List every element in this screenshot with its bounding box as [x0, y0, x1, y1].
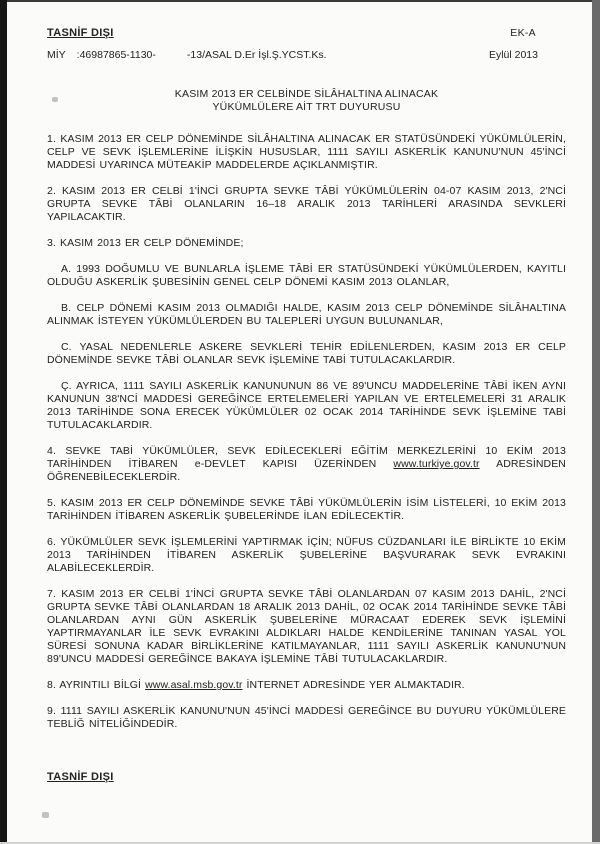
paragraph-8: [47, 679, 566, 692]
reference-prefix: MİY: [47, 49, 66, 61]
document-date: Eylül 2013: [488, 49, 538, 61]
document-title: [47, 88, 566, 114]
scan-edge-top: [0, 0, 600, 2]
paragraph-4-text-after: ADRESİNDEN ÖĞRENEBİLECEKLERDİR.: [47, 458, 566, 483]
paragraph-2: 2. KASIM 2013 ER CELBİ 1'İNCİ GRUPTA SEVKE TÂBİ YÜKÜMLÜLERİN 04-07 KASIM 2013, 2'NCİ GRUPTA SEVKE TÂBİ OLANLARIN 16–18 ARALIK 2013 TARİHLERİ ARASINDA SEVKLERİ YAPILACAKTIR.: [47, 185, 566, 223]
paragraph-9: 9. 1111 SAYILI ASKERLİK KANUNU'NUN 45'İNCİ MADDESİ GEREĞİNCE BU DUYURU YÜKÜMLÜLERE TEBLİĞ NİTELİĞİNDEDİR.: [47, 705, 566, 730]
scan-speck: [42, 812, 49, 818]
paragraph-4-text: 4. SEVKE TABİ YÜKÜMLÜLER, SEVK EDİLECEKLERİ EĞİTİM MERKEZLERİNİ 10 EKİM 2013 TARİHİNDEN İTİBAREN e-DEVLET KAPISI ÜZERİNDEN: [47, 445, 566, 470]
paragraph-3a: A. 1993 DOĞUMLU VE BUNLARLA İŞLEME TÂBİ ER STATÜSÜNDEKİ YÜKÜMLÜLERDEN, KAYITLI OLDUĞU ASKERLİK ŞUBESİNİN GENEL CELP DÖNEMİ KASIM 2013 OLANLAR,: [47, 263, 566, 288]
paragraph-3c: C. YASAL NEDENLERLE ASKERE SEVKLERİ TEHİR EDİLENLERDEN, KASIM 2013 ER CELP DÖNEMİNDE SEVKE TÂBİ OLANLAR SEVK İŞLEMİNE TABİ TUTULACAKLARDIR.: [47, 341, 566, 366]
paragraph-4: [47, 445, 566, 484]
scan-edge-right: [592, 0, 600, 844]
paragraph-8-text-after: İNTERNET ADRESİNDE YER ALMAKTADIR.: [242, 679, 465, 691]
asal-msb-url: www.asal.msb.gov.tr: [145, 679, 243, 691]
paragraph-3: 3. KASIM 2013 ER CELP DÖNEMİNDE;: [47, 237, 244, 249]
reference-suffix: -13/ASAL D.Er İşl.Ş.YCST.Ks.: [186, 49, 327, 61]
classification-marking-bottom: TASNİF DIŞI: [47, 771, 114, 783]
turkiye-gov-url: www.turkiye.gov.tr: [393, 458, 480, 470]
reference-row: [47, 49, 566, 62]
annex-label: EK-A: [510, 27, 536, 39]
classification-marking-top: TASNİF DIŞI: [47, 27, 114, 39]
reference-number: :46987865-1130-: [76, 49, 156, 61]
paragraph-7: 7. KASIM 2013 ER CELBİ 1'İNCİ GRUPTA SEVKE TÂBİ OLANLARDAN 07 KASIM 2013 DAHİL, 2'NCİ GRUPTA SEVKE TÂBİ OLANLARDAN 18 ARALIK 2013 DAHİL, 02 OCAK 2014 TARİHİNDE SEVKE TÂBİ OLANLARDAN AYNI GÜN ASKERLİK ŞUBELERİNE MÜRACAAT EDEREK SEVK İŞLEMİNİ YAPTIRMAYANLAR İLE SEVK EVRAKINI ALDIKLARI HALDE KENDİLERİNE TANINAN YASAL YOL SÜRESİ SONUNA KADAR BİRLİKLERİNE KATILMAYANLAR, 1111 SAYILI ASKERLİK KANUNU'NUN 89'UNCU MADDESİ GEREĞİNCE BAKAYA İŞLEMİNE TÂBİ TUTULACAKLARDIR.: [47, 588, 566, 665]
paragraph-1: 1. KASIM 2013 ER CELP DÖNEMİNDE SİLÂHALTINA ALINACAK ER STATÜSÜNDEKİ YÜKÜMLÜLERİN, CELP VE SEVK İŞLEMLERİNE İLİŞKİN HUSUSLAR, 1111 SAYILI ASKERLİK KANUNU'NUN 45'İNCİ MADDESİ UYARINCA MÜTEAKİP MADDELERDE AÇIKLANMIŞTIR.: [47, 133, 566, 171]
scan-edge-left: [0, 0, 7, 844]
document-content: [47, 27, 566, 731]
title-line-2: YÜKÜMLÜLERE AİT TRT DUYURUSU: [212, 101, 401, 113]
paragraph-5: 5. KASIM 2013 ER CELP DÖNEMİNDE SEVKE TÂBİ YÜKÜMLÜLERİN İSİM LİSTELERİ, 10 EKİM 2013 TARİHİNDEN İTİBAREN ASKERLİK ŞUBELERİNDE İLAN EDİLECEKTİR.: [47, 497, 566, 522]
title-line-1: KASIM 2013 ER CELBİNDE SİLÂHALTINA ALINACAK: [174, 88, 439, 100]
header-row: [47, 27, 566, 40]
paragraph-3cc: Ç. AYRICA, 1111 SAYILI ASKERLİK KANUNUNUN 86 VE 89'UNCU MADDELERİNE TÂBİ İKEN AYNI KANUNUN 38'NCİ MADDESİ GEREĞİNCE ERTELEMELERİ YAPILAN VE ERTELEMELERİ 31 ARALIK 2013 TARİHİNDE SONA ERECEK YÜKÜMLÜLER 02 OCAK 2014 TARİHİNDE SEVK İŞLEMİNE TABİ TUTULACAKLARDIR.: [47, 380, 566, 431]
reference-line: [47, 49, 327, 62]
paragraph-8-text: 8. AYRINTILI BİLGİ: [47, 679, 146, 691]
paragraph-6: 6. YÜKÜMLÜLER SEVK İŞLEMLERİNİ YAPTIRMAK İÇİN; NÜFUS CÜZDANLARI İLE BİRLİKTE 10 EKİM 2013 TARİHİNDEN İTİBAREN ASKERLİK ŞUBELERİNE BAŞVURARAK SEVK EVRAKINI ALABİLECEKLERDİR.: [47, 536, 566, 574]
paragraph-3b: B. CELP DÖNEMİ KASIM 2013 OLMADIĞI HALDE, KASIM 2013 CELP DÖNEMİNDE SİLÂHALTINA ALINMAK İSTEYEN YÜKÜMLÜLERDEN BU TALEPLERİ UYGUN BULUNANLAR,: [47, 302, 566, 327]
